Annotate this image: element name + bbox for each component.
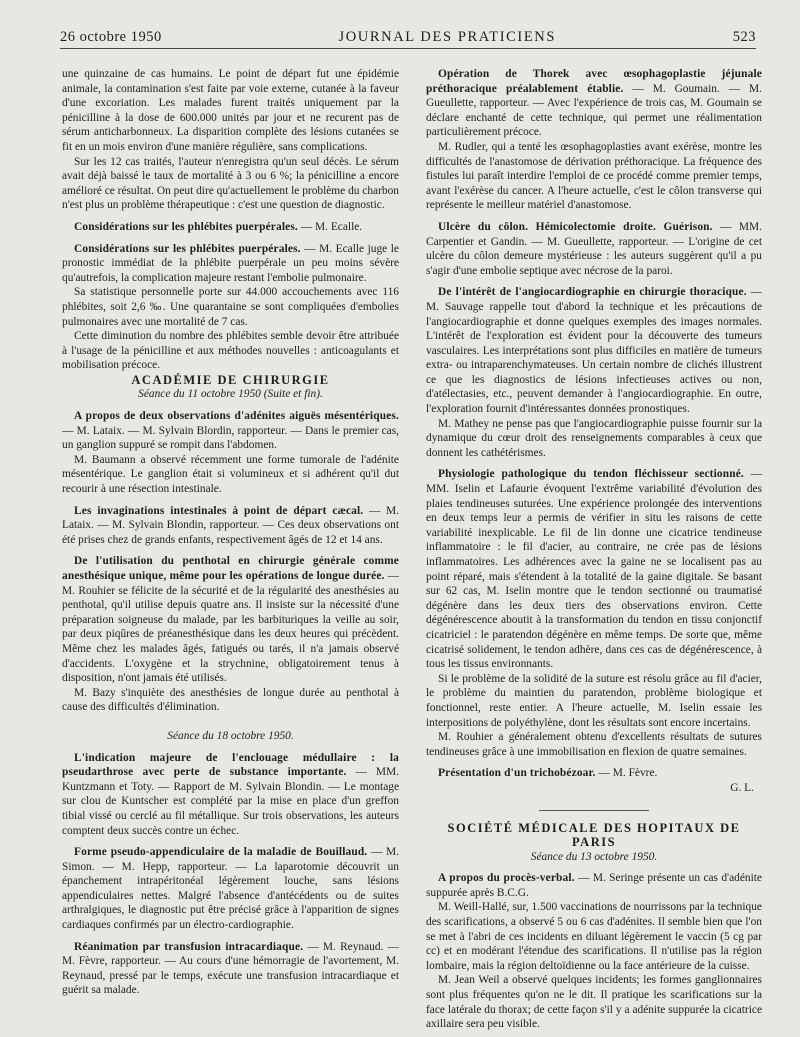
right-column xyxy=(426,67,762,1032)
article-body: — M. Lataix. — M. Sylvain Blordin, rapporteur. — Dans le premier cas, un ganglion suppuré se rompit dans l'abdomen. xyxy=(62,424,399,452)
article-body: — M. Lataix. — M. Sylvain Blondin, rapporteur. — Ces deux observations ont été prises chez de grands enfants, respectivement âgés de 12 et 14 ans. xyxy=(62,504,399,546)
article-item xyxy=(62,242,399,286)
page-number: 523 xyxy=(732,29,756,45)
article-title: Opération de Thorek avec œsophagoplastie jéjunale préthoracique préalablement établie. xyxy=(426,68,762,95)
paragraph: M. Bazy s'inquiète des anesthésies de longue durée au penthotal à cause des difficultés d'élimination. xyxy=(62,686,399,714)
paragraph: Sa statistique personnelle porte sur 44.000 accouchements avec 116 phlébites, soit 2,6 ‰. Une quarantaine se sont compliquées d'embolies pulmonaires avec une mortalité de 7 cas. xyxy=(62,286,399,328)
article-item xyxy=(62,409,399,453)
article-title: A propos de deux observations d'adénites aiguës mésentériques. xyxy=(74,410,399,423)
article-title: De l'intérêt de l'angiocardiographie en chirurgie thoracique. xyxy=(438,286,747,299)
article-title: Ulcère du côlon. Hémicolectomie droite. Guérison. xyxy=(438,220,713,233)
article-body: — MM. Carpentier et Gandin. — M. Gueullette, rapporteur. — L'origine de cet ulcère du côlon demeure mystérieuse : les auteurs suggèrent qu'il a pu s'agir d'une embolie septique avec nécrose de la paroi. xyxy=(426,220,762,277)
paragraph: M. Weill-Hallé, sur, 1.500 vaccinations de nourrissons par la technique des scarifications, a observé 5 ou 6 cas d'adénites. Il semble bien que l'on se met à l'abri de ces incidents en diluant légèrement le vaccin (5 cg par cc) et en modérant l'étendue des scarifications. Il n'utilise pas la région lombaire, mais la région deltoïdienne ou la face antérieure de la cuisse. xyxy=(426,901,762,972)
article-body: — M. Seringe présente un cas d'adénite suppurée après B.C.G. xyxy=(426,872,762,899)
article-item xyxy=(62,554,399,685)
article-item xyxy=(426,285,762,416)
article-title: Présentation d'un trichobézoar. xyxy=(438,767,596,780)
article-body: — M. Fèvre. xyxy=(595,767,658,780)
article-title: A propos du procès-verbal. xyxy=(438,872,575,885)
article-author: — M. Ecalle. xyxy=(297,220,363,233)
section-heading: ACADÉMIE DE CHIRURGIE xyxy=(131,372,330,387)
article-item xyxy=(62,751,399,839)
article-body: — M. Goumain. — M. Gueullette, rapporteur. — Avec l'expérience de trois cas, M. Goumain se déclare enchanté de cette technique, qui permet une réalimentation particulièrement précoce. xyxy=(426,82,762,139)
article-body: — M. Reynaud. — M. Fèvre, rapporteur. — Au cours d'une hémorragie de l'avortement, M. Reynaud, pressé par le temps, exécute une transfusion intracardiaque et guérit sa malade. xyxy=(62,940,399,997)
article-title: Forme pseudo-appendiculaire de la maladie de Bouillaud. xyxy=(74,846,368,859)
header-date: 26 octobre 1950 xyxy=(60,29,162,45)
session-date: Séance du 11 octobre 1950 (Suite et fin). xyxy=(138,388,323,401)
journal-title: JOURNAL DES PRATICIENS xyxy=(338,29,557,45)
article-title: Considérations sur les phlébites puerpérales. xyxy=(74,242,301,255)
header-rule xyxy=(60,48,756,49)
article-item xyxy=(426,871,762,900)
paragraph: Sur les 12 cas traités, l'auteur n'enregistra qu'un seul décès. Le sérum avait déjà baissé le taux de mortalité à 3 ou 6 %; la pénicilline a encore amélioré ce résultat. On peut dire qu'actuellement le problème du charbon n'est plus un problème thérapeutique : c'est une question de diagnostic. xyxy=(62,155,399,212)
article-item xyxy=(426,67,762,140)
session-date: Séance du 18 octobre 1950. xyxy=(167,729,294,742)
paragraph: M. Jean Weil a observé quelques incidents; les formes ganglionnaires sont plus fréquentes qu'on ne le dit. Il pratique les scarifications sur la face latérale du thorax; de cette façon s'il y a adénite suppurée la cicatrice axillaire sera peu visible. xyxy=(426,974,762,1031)
paragraph: Cette diminution du nombre des phlébites semble devoir être attribuée à l'usage de la pénicilline et aux méthodes nouvelles : anticoagulants et mobilisation précoce. xyxy=(62,330,399,372)
paragraph: M. Mathey ne pense pas que l'angiocardiographie puisse fournir sur la dynamique du cœur droit des renseignements comparables à ceux que donnent les cathétérismes. xyxy=(426,417,762,459)
article-title: L'indication majeure de l'enclouage médullaire : la pseudarthrose avec perte de substance importante. xyxy=(62,751,399,779)
paragraph: M. Rudler, qui a tenté les œsophagoplasties avant exérèse, montre les difficultés de l'anastomose de dérivation préthoracique. La fréquence des fistules lui paraît interdire l'emploi de ce procédé comme premier temps, avant l'exérèse du cancer. A l'heure actuelle, c'est le côlon transverse qui représente le meilleur matériel d'anastomose. xyxy=(426,140,762,212)
author-signature: G. L. xyxy=(730,781,754,794)
article-title: Considérations sur les phlébites puerpérales. xyxy=(74,220,298,233)
article-body: — MM. Kuntzmann et Toty. — Rapport de M. Sylvain Blondin. — Le montage sur clou de Kuntscher est complété par la mise en place d'un greffon tibial vissé ou cerclé au fil métallique. Sur trois observations, les auteurs comptent deux succès contre un échec. xyxy=(62,766,399,837)
article-body: — M. Sauvage rappelle tout d'abord la technique et les précautions de l'angiocardiographie et donne quelques exemples des images normales. L'intérêt de l'exploration est évident pour la découverte des tumeurs vasculaires. Les interprétations sont plus difficiles en matière de tumeurs extra- ou intraparenchymateuses. Un certain nombre de clichés illustrent ce que les diagnostics de lésions infectieuses actives ou non, d'atélectasies, etc., peuvent demander à l'angiocardiographie. En outre, l'exploration fournit d'intéressantes données pronostiques. xyxy=(426,286,762,416)
article-title: De l'utilisation du penthotal en chirurgie générale comme anesthésique unique, même pour les opérations de longue durée. xyxy=(62,555,399,582)
running-header xyxy=(60,22,756,46)
article-item xyxy=(426,467,762,671)
article-title: Réanimation par transfusion intracardiaque. xyxy=(74,940,304,953)
article-item xyxy=(62,504,399,548)
article-body: — MM. Iselin et Lafaurie évoquent l'extrême variabilité d'évolution des plaies tendineuses suturées. Une expérience prolongée des interventions en deux temps leur a permis de vérifier in situ les raisons de cette variabilité inexplicable. Le fil de lin donne une cicatrice tendineuse inflammatoire : le fil d'acier, au contraire, ne crée pas de lésions inflammatoires. Les adhérences avec la gaine ne se localisent pas au point réparé, mais s'étendent à la totalité de la gaine digitale. Se basant sur 62 cas, M. Iselin montre que le tendon sectionné ou traumatisé dégénère dans les deux tiers des observations environ. Cette dégénérescence aboutit à la transformation du tendon en tissu conjonctif cicatriciel : le paratendon dégénère en même temps. De sorte que, même cicatrisé solidement, le tendon adhère, dans ces cas de dégénérescence, à tous les tissus environnants. xyxy=(426,468,762,671)
paragraph: M. Baumann a observé récemment une forme tumorale de l'adénite mésentérique. Le ganglion était si volumineux et si adhérent qu'il dut recourir à une résection intestinale. xyxy=(62,453,399,496)
left-column xyxy=(62,67,399,998)
article-body: — M. Ecalle juge le pronostic immédiat de la phlébite puerpérale un peu moins sévère qu'autrefois, la complication majeure restant l'embolie pulmonaire. xyxy=(62,242,399,284)
article-item xyxy=(426,220,762,278)
article-title: Physiologie pathologique du tendon fléchisseur sectionné. xyxy=(438,468,744,481)
paragraph: M. Rouhier a généralement obtenu d'excellents résultats de sutures tendineuses grâce à une immobilisation en flexion de quatre semaines. xyxy=(426,731,762,758)
paragraph: une quinzaine de cas humains. Le point de départ fut une épidémie animale, la contamination s'est faite par voie externe, cutanée à la faveur d'une excoriation. Les malades furent traités uniquement par la pénicilline à la dose de 600.000 unités par jour et ne recurent pas de sérum anticharbonneux. La disparition complète des lésions cutanées se fit en un mois environ d'une manière régulière, sans complications. xyxy=(62,68,399,153)
section-divider xyxy=(539,810,649,811)
article-body: — M. Simon. — M. Hepp, rapporteur. — La laparotomie découvrit un épanchement intrapéritonéal légèrement louche, sans lésions appendiculaires nettes. Malgré l'absence d'antécédents ou de suites arthralgiques, le diagnostic put être précisé grâce à l'apparition de signes cardiaques confirmés par un électro-cardiographie. xyxy=(62,846,399,932)
article-item xyxy=(426,766,762,781)
article-item xyxy=(62,845,399,933)
session-date: Séance du 13 octobre 1950. xyxy=(530,850,658,863)
article-title: Les invaginations intestinales à point de départ cæcal. xyxy=(74,504,364,517)
paragraph: Si le problème de la solidité de la suture est résolu grâce au fil d'acier, le problème du maintien du paratendon, problème biologique et fonctionnel, reste entier. A l'heure actuelle, M. Iselin essaie les interpositions de polyéthylène, dont les résultats sont encore incertains. xyxy=(426,672,762,729)
section-heading: SOCIÉTÉ MÉDICALE DES HOPITAUX DE PARIS xyxy=(447,820,741,850)
article-body: — M. Rouhier se félicite de la sécurité et de la régularité des anesthésies au penthotal, qu'il utilise depuis quatre ans. Il insiste sur la nécessité d'une préparation soigneuse du malade, par les barbituriques la veille au soir, par deux piqûres de préanesthésique dans les deux heures qui précèdent. Même chez les malades âgés, fatigués ou tarés, il n'a jamais observé d'accidents. L'oxygène et la strychnine, obligatoirement tenus à disposition, n'ont jamais été utilisés. xyxy=(62,570,399,685)
article-item xyxy=(62,940,399,998)
article-item xyxy=(62,220,399,235)
